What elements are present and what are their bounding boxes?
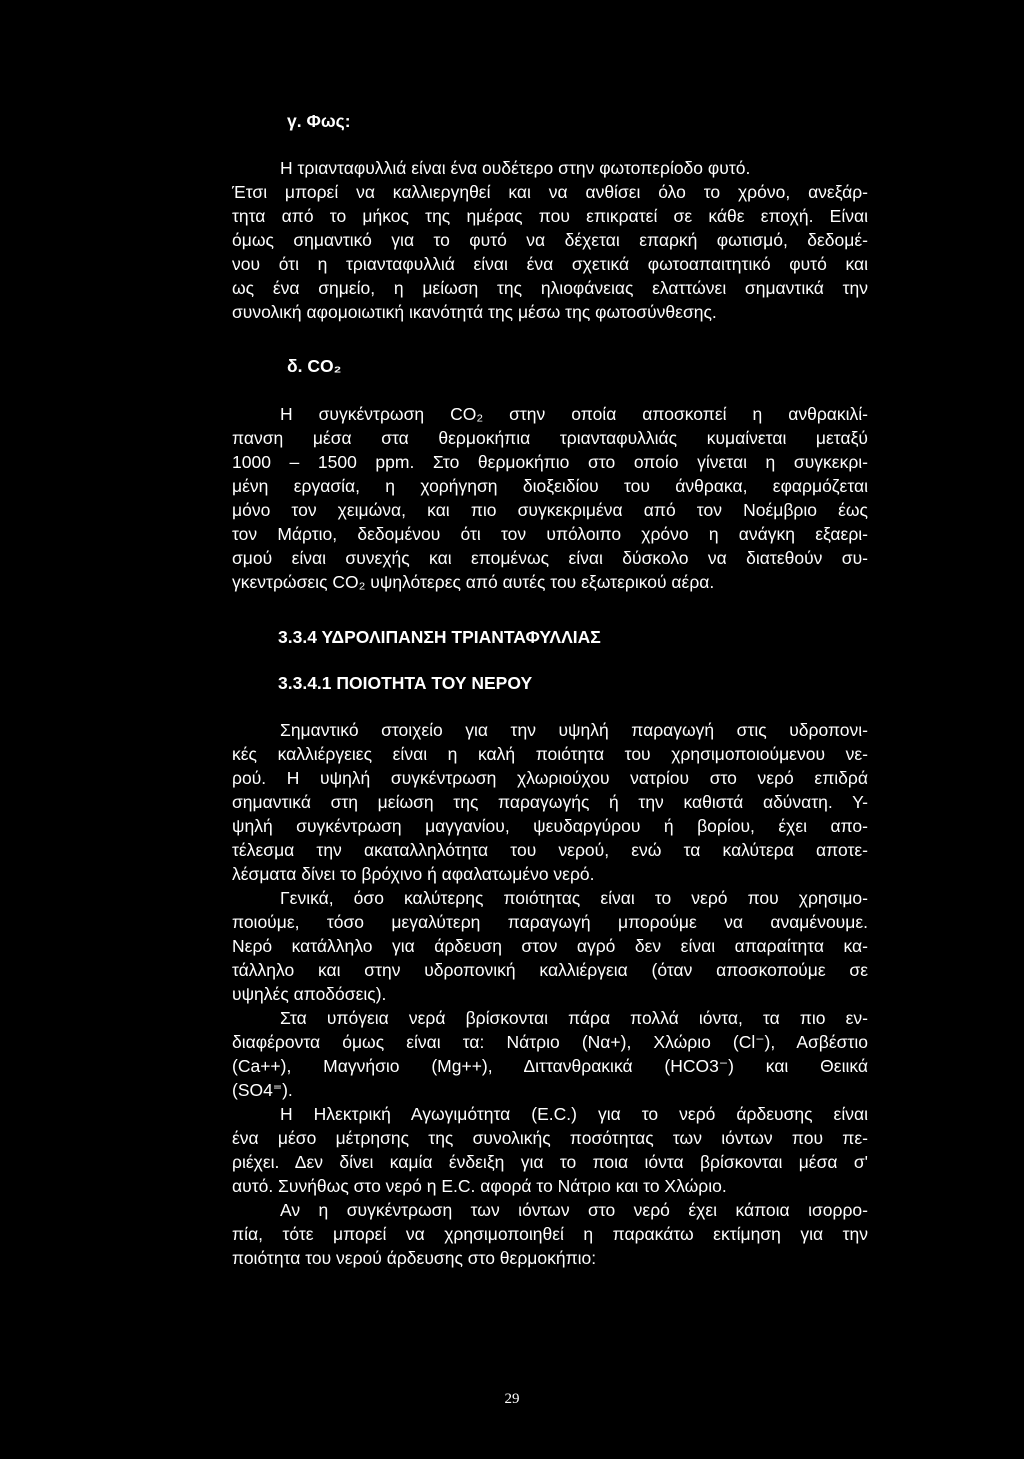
- text-line: τον Μάρτιο, δεδομένου ότι τον υπόλοιπο χρόνο η ανάγκη εξαερι-: [232, 524, 868, 544]
- paragraph: [232, 156, 868, 324]
- text-line: πία, τότε μπορεί να χρησιμοποιηθεί η παρακάτω εκτίμηση για την: [232, 1224, 868, 1244]
- text-line: Η συγκέντρωση CO₂ στην οποία αποσκοπεί η ανθρακιλί-: [280, 404, 868, 424]
- text-line: ποιούμε, τόσο μεγαλύτερη παραγωγή μπορούμε να αναμένουμε.: [232, 912, 868, 932]
- text-line: σμού είναι συνεχής και επομένως είναι δύσκολο να διατεθούν συ-: [232, 548, 868, 568]
- water-paragraph: [232, 718, 868, 1270]
- text-line: (SO4⁼).: [232, 1080, 293, 1100]
- text-line: Γενικά, όσο καλύτερης ποιότητας είναι το νερό που χρησιμο-: [280, 888, 868, 908]
- text-line: Η Ηλεκτρική Αγωγιμότητα (Ε.C.) για το νερό άρδευσης είναι: [280, 1104, 868, 1124]
- text-line: τέλεσμα την ακαταλληλότητα του νερού, ενώ τα καλύτερα αποτε-: [232, 840, 868, 860]
- text-line: σημαντικά στη μείωση της παραγωγής ή την καθιστά αδύνατη. Υ-: [232, 792, 868, 812]
- paragraph: [232, 402, 868, 594]
- light-heading: [287, 110, 487, 132]
- light-paragraph: [232, 156, 868, 324]
- text-line: Έτσι μπορεί να καλλιεργηθεί και να ανθίσει όλο το χρόνο, ανεξάρ-: [232, 182, 868, 202]
- text-line: λέσματα δίνει το βρόχινο ή αφαλατωμένο νερό.: [232, 864, 595, 884]
- text-line: ρού. Η υψηλή συγκέντρωση χλωριούχου νατρίου στο νερό επιδρά: [232, 768, 868, 788]
- text-line: ως ένα σημείο, η μείωση της ηλιοφάνειας ελαττώνει σημαντικά την: [232, 278, 868, 298]
- text-line: ψηλή συγκέντρωση μαγγανίου, ψευδαργύρου ή βορίου, έχει απο-: [232, 816, 868, 836]
- heading-co2: δ. CO₂: [287, 356, 342, 376]
- text-line: γκεντρώσεις CO₂ υψηλότερες από αυτές του εξωτερικού αέρα.: [232, 572, 715, 592]
- heading-light: γ. Φως:: [287, 111, 351, 131]
- text-line: (Ca++), Μαγνήσιο (Mg++), Διττανθρακικά (HCO3⁻) και Θειικά: [232, 1056, 868, 1076]
- text-line: νου ότι η τριανταφυλλιά είναι ένα σχετικά φωτοαπαιτητικό φυτό και: [232, 254, 868, 274]
- page-number: 29: [504, 1391, 520, 1407]
- text-line: διαφέροντα όμως είναι τα: Νάτριο (Να+), Χλώριο (Cl⁻), Ασβέστιο: [232, 1032, 868, 1052]
- text-line: ριέχει. Δεν δίνει καμία ένδειξη για το ποια ιόντα βρίσκονται μέσα σ': [232, 1152, 868, 1172]
- text-line: τάλληλο και στην υδροπονική καλλιέργεια (όταν αποσκοπούμε σε: [232, 960, 868, 980]
- water-quality-heading: [278, 672, 838, 694]
- heading-hydroponics: 3.3.4 ΥΔΡΟΛΙΠΑΝΣΗ ΤΡΙΑΝΤΑΦΥΛΛΙΑΣ: [278, 627, 601, 647]
- text-line: υψηλές αποδόσεις).: [232, 984, 387, 1004]
- text-line: Σημαντικό στοιχείο για την υψηλή παραγωγή στις υδροπονι-: [280, 720, 868, 740]
- text-line: μένη εργασία, η χορήγηση διοξειδίου του άνθρακα, εφαρμόζεται: [232, 476, 868, 496]
- text-line: συνολική αφομοιωτική ικανότητά της μέσω της φωτοσύνθεσης.: [232, 302, 717, 322]
- text-line: όμως σημαντικό για το φυτό να δέχεται επαρκή φωτισμό, δεδομέ-: [232, 230, 868, 250]
- co2-paragraph: [232, 402, 868, 594]
- text-line: Αν η συγκέντρωση των ιόντων στο νερό έχει κάποια ισορρο-: [280, 1200, 868, 1220]
- heading-water-quality: 3.3.4.1 ΠΟΙΟΤΗΤΑ ΤΟΥ ΝΕΡΟΥ: [278, 673, 533, 693]
- paragraph: [232, 718, 868, 1270]
- text-line: αυτό. Συνήθως στο νερό η Ε.C. αφορά το Νάτριο και το Χλώριο.: [232, 1176, 727, 1196]
- text-line: πανση μέσα στα θερμοκήπια τριανταφυλλιάς κυμαίνεται μεταξύ: [232, 428, 868, 448]
- text-line: κές καλλιέργειες είναι η καλή ποιότητα του χρησιμοποιούμενου νε-: [232, 744, 868, 764]
- text-line: ποιότητα του νερού άρδευσης στο θερμοκήπιο:: [232, 1248, 597, 1268]
- text-line: μόνο τον χειμώνα, και πιο συγκεκριμένα από τον Νοέμβριο έως: [232, 500, 868, 520]
- text-line: τητα από το μήκος της ημέρας που επικρατεί σε κάθε εποχή. Είναι: [232, 206, 868, 226]
- text-line: Στα υπόγεια νερά βρίσκονται πάρα πολλά ιόντα, τα πιο εν-: [280, 1008, 868, 1028]
- text-line: Η τριανταφυλλιά είναι ένα ουδέτερο στην φωτοπερίοδο φυτό.: [280, 158, 751, 178]
- co2-heading: [287, 355, 487, 377]
- text-line: 1000 – 1500 ppm. Στο θερμοκήπιο στο οποίο γίνεται η συγκεκρι-: [232, 452, 868, 472]
- text-line: Νερό κατάλληλο για άρδευση στον αγρό δεν είναι απαραίτητα κα-: [232, 936, 868, 956]
- hydro-heading: [278, 626, 838, 648]
- text-line: ένα μέσο μέτρησης της συνολικής ποσότητας των ιόντων που πε-: [232, 1128, 868, 1148]
